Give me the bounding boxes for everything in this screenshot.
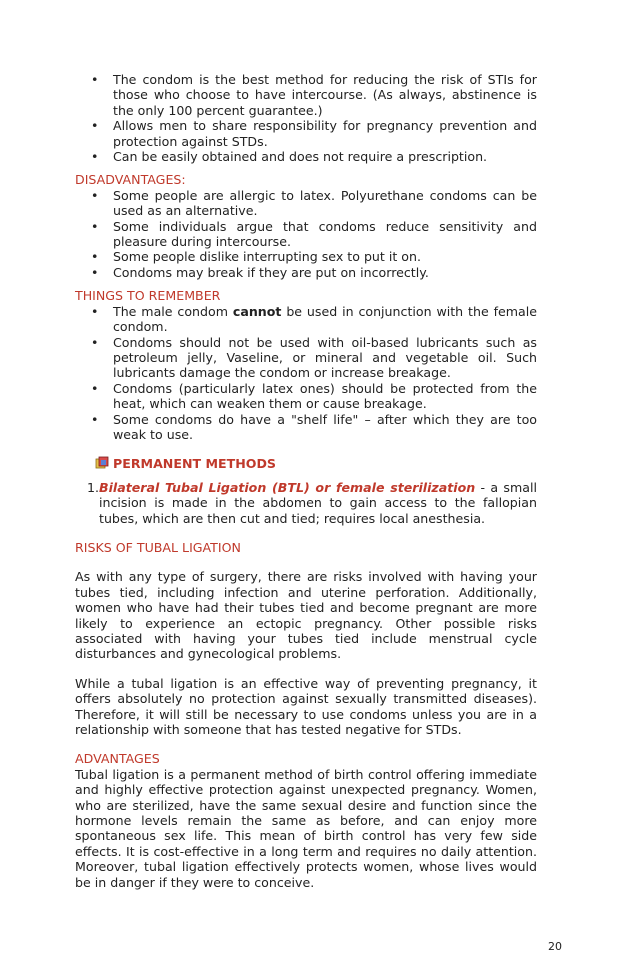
advantages-heading: ADVANTAGES [75, 751, 160, 767]
list-item: • Some individuals argue that condoms reduce sensitivity and pleasure during intercourse. [75, 219, 537, 250]
list-item: • Condoms (particularly latex ones) should be protected from the heat, which can weaken them or cause breakage. [75, 381, 537, 412]
list-item: • Some people dislike interrupting sex to put it on. [75, 249, 537, 264]
advantages-paragraph: Tubal ligation is a permanent method of birth control offering immediate and highly effective protection against unexpected pregnancy. Women, who are sterilized, have the same sexual desire and function since the hormone levels remain the same as before, and can enjoy more spontaneous sex life. This mean of birth control has very few side effects. It is cost-effective in a long term and requires no daily attention. Moreover, tubal ligation effectively protects women, whose lives would be in danger if they were to conceive. [75, 766, 537, 890]
things-to-remember-heading: THINGS TO REMEMBER [75, 288, 221, 304]
item-number: 1. [87, 479, 100, 495]
emphasis-text: cannot [232, 303, 282, 319]
disadvantages-list [75, 188, 537, 280]
bullet-box-icon [95, 456, 109, 470]
item-text: - a small incision is made in the abdomen to gain access to the fallopian tubes, which are then cut and tied; requires local anesthesia. [99, 479, 537, 526]
list-item: • Some condoms do have a "shelf life" – after which they are too weak to use. [75, 412, 537, 443]
item-text: The male condom [113, 303, 233, 319]
permanent-methods-heading [75, 456, 537, 471]
list-item: • Can be easily obtained and does not require a prescription. [75, 149, 537, 164]
list-item: • Condoms may break if they are put on incorrectly. [75, 265, 537, 280]
list-item: • Condoms should not be used with oil-based lubricants such as petroleum jelly, Vaseline, or mineral and vegetable oil. Such lubricants damage the condom or increase breakage. [75, 335, 537, 381]
list-item: • Some people are allergic to latex. Polyurethane condoms can be used as an alternative. [75, 188, 537, 219]
risks-paragraph-1: As with any type of surgery, there are risks involved with having your tubes tied, including infection and uterine perforation. Additionally, women who have had their tubes tied and become pregnant are more likely to experience an ectopic pregnancy. Other possible risks associated with having your tubes tied include menstrual cycle disturbances and gynecological problems. [75, 569, 537, 662]
intro-bullet-list [75, 72, 537, 164]
item-text: be used in conjunction with the female condom. [113, 303, 537, 335]
risks-paragraph-2: While a tubal ligation is an effective way of preventing pregnancy, it offers absolutely no protection against sexually transmitted diseases). Therefore, it will still be necessary to use condoms unless you are in a relationship with someone that has tested negative for STDs. [75, 675, 537, 738]
heading-text: PERMANENT METHODS [113, 456, 276, 472]
page-number: 20 [548, 940, 562, 953]
list-item: • Allows men to share responsibility for pregnancy prevention and protection against STDs. [75, 118, 537, 149]
list-item: • The condom is the best method for reducing the risk of STIs for those who choose to have intercourse. (As always, abstinence is the only 100 percent guarantee.) [75, 72, 537, 118]
item-title: Bilateral Tubal Ligation (BTL) or female sterilization [99, 479, 476, 495]
remember-list [75, 304, 537, 443]
risks-heading: RISKS OF TUBAL LIGATION [75, 539, 241, 555]
document-page [75, 72, 537, 890]
numbered-item [75, 480, 537, 526]
list-item [75, 304, 537, 335]
disadvantages-heading: DISADVANTAGES: [75, 172, 186, 188]
